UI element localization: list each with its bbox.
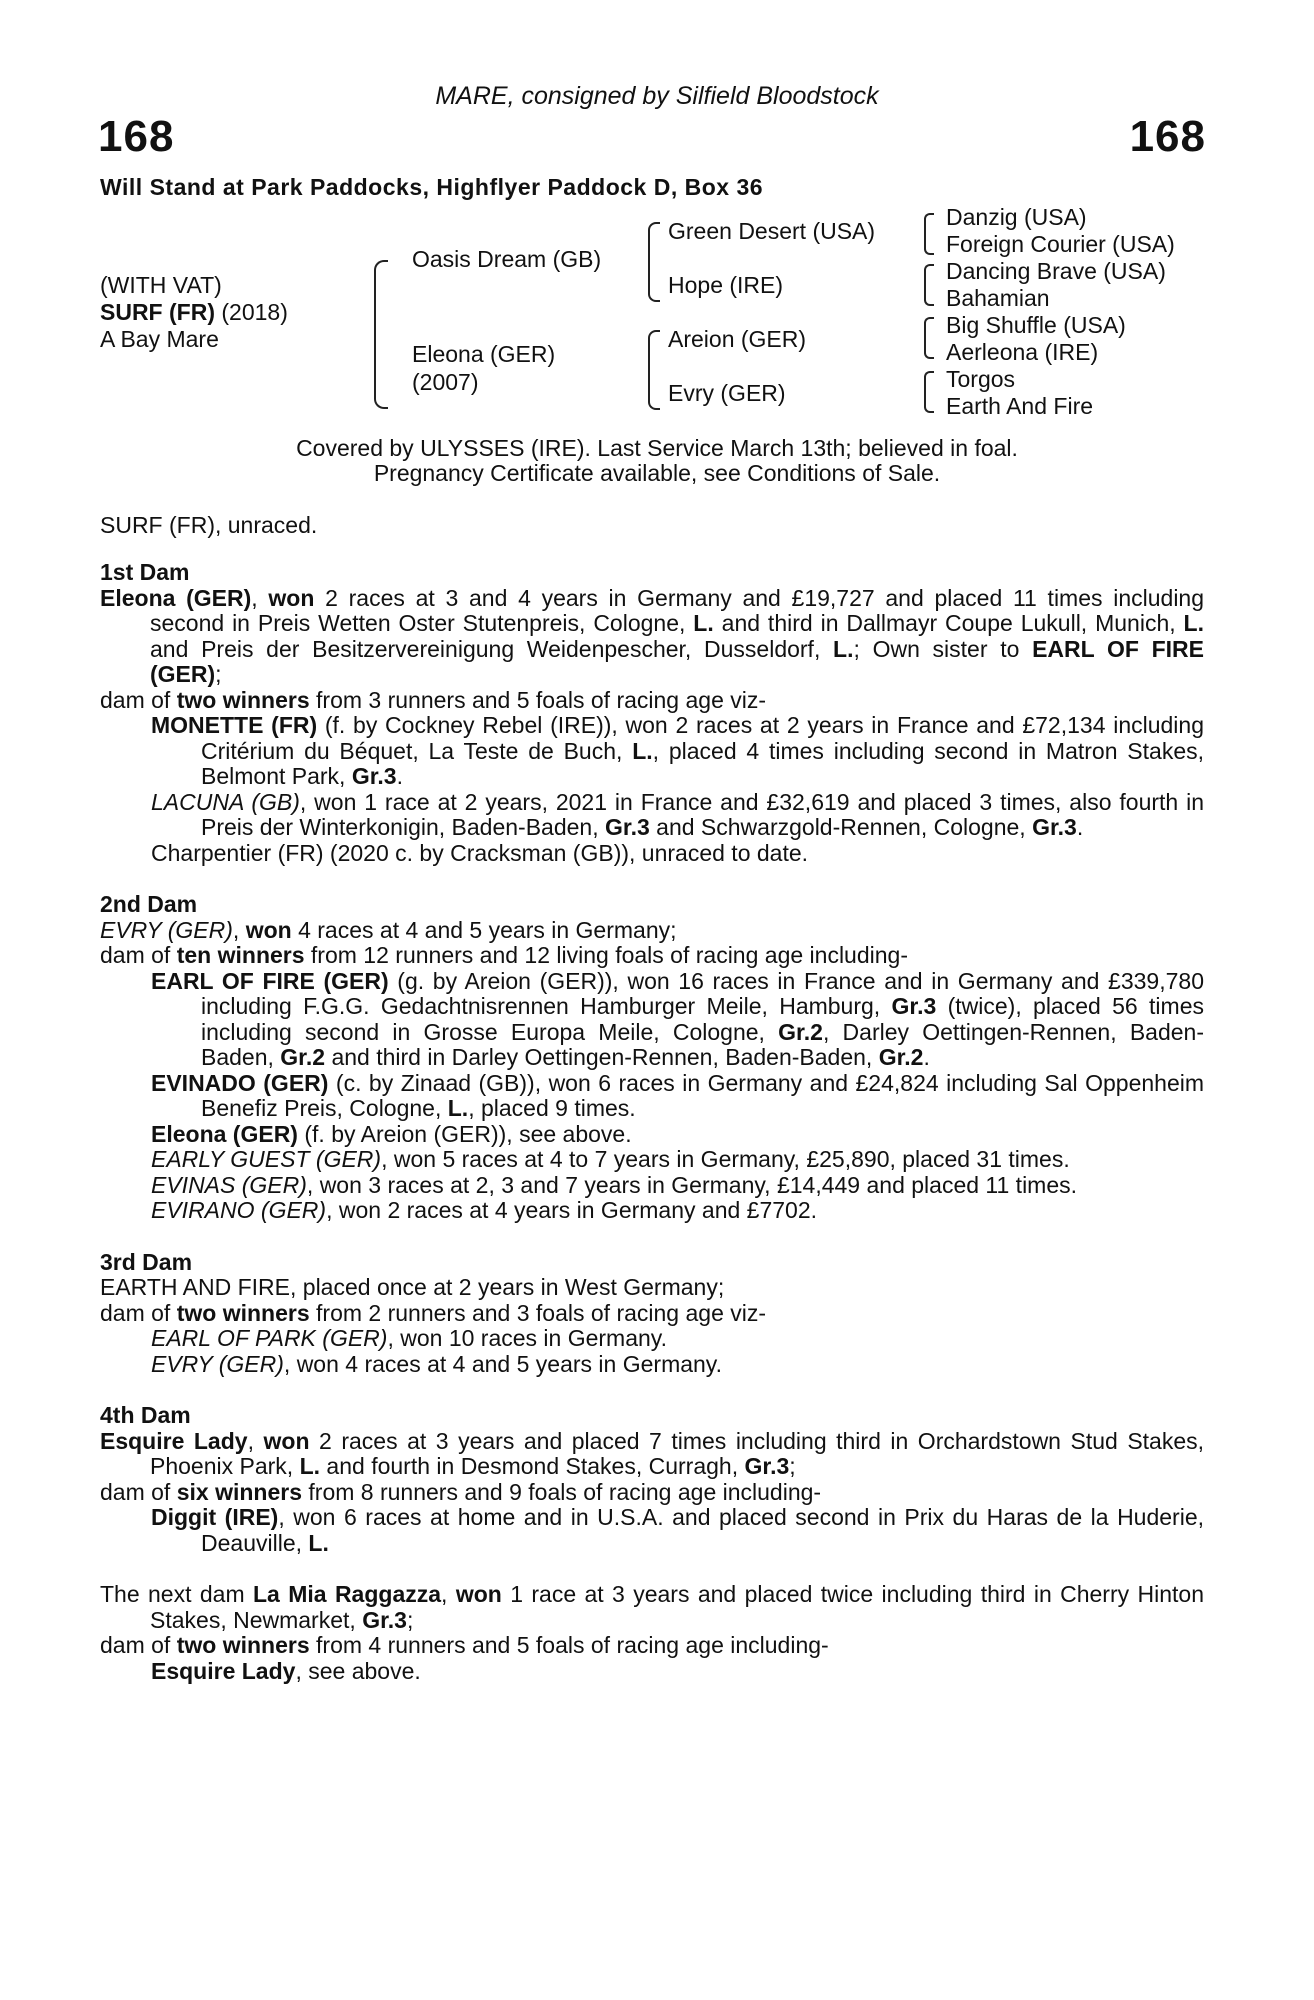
produce-text: (f. by Cockney Rebel (IRE)), won 2 races at 2 years in France and £72,134 including Critérium du Béquet, La Teste de Buch, xyxy=(201,712,1204,764)
dam2-won: won xyxy=(245,916,292,943)
dam-of-text: from 4 runners and 5 foals of racing age including- xyxy=(309,1632,829,1658)
dam-of-text: from 3 runners and 5 foals of racing age viz- xyxy=(309,686,767,713)
dam-of-text: from 12 runners and 12 living foals of racing age including- xyxy=(304,942,908,968)
dam2-produce-6 xyxy=(100,1198,1204,1224)
produce-name: MONETTE (FR) xyxy=(151,712,318,738)
produce-text: (g. by Areion (GER)), won 16 races in France and in Germany and £339,780 including F.G.G. Gedachtnisrennen Hamburger Meile, Hamburg, xyxy=(201,967,1204,1019)
lot-number-left: 168 xyxy=(98,112,175,161)
pedigree-g3: Dancing Brave (USA) xyxy=(946,258,1166,284)
produce-text: , placed 9 times. xyxy=(468,1095,636,1121)
dam4-produce-1 xyxy=(100,1505,1204,1556)
dam2-produce-1 xyxy=(100,969,1204,1071)
standing-location: Will Stand at Park Paddocks, Highflyer Paddock D, Box 36 xyxy=(100,174,764,200)
catalogue-body xyxy=(100,560,1204,1684)
produce-name: Diggit (IRE) xyxy=(151,1504,279,1530)
pedigree-g6: Aerleona (IRE) xyxy=(946,339,1099,365)
horse-name: SURF (FR) xyxy=(100,299,215,325)
produce-text: . xyxy=(1076,814,1084,840)
produce-text: , placed 4 times including second in Matron Stakes, Belmont Park, xyxy=(201,737,1205,789)
dam4-produce-summary xyxy=(100,1480,1204,1506)
pedigree-sire-sire: Green Desert (USA) xyxy=(668,218,876,244)
dam4-winners: six winners xyxy=(176,1478,302,1505)
produce-text: , Darley Oettingen-Rennen, Baden-Baden, xyxy=(201,1018,1204,1070)
horse-description: A Bay Mare xyxy=(100,326,219,352)
pedigree-sire: Oasis Dream (GB) xyxy=(412,246,602,272)
produce-text: . xyxy=(923,1044,930,1070)
produce-text: , won 3 races at 2, 3 and 7 years in Germany, £14,449 and placed 11 times. xyxy=(306,1171,1078,1198)
produce-text: , won 1 race at 2 years, 2021 in France and £32,619 and placed 3 times, also fourth in Preis der Winterkonigin, Baden-Baden, xyxy=(201,788,1204,840)
dam2-text: 4 races at 4 and 5 years in Germany; xyxy=(291,916,677,943)
listed-mark: L. xyxy=(632,737,653,764)
pedigree-brace-g2 xyxy=(924,264,934,306)
dam2-record: EVRY (GER), won 4 races at 4 and 5 years in Germany; xyxy=(100,916,677,943)
dam1-record: Eleona (GER), won 2 races at 3 and 4 years in Germany and £19,727 and placed 11 times including second in Preis Wetten Oster Stutenpreis, Cologne, L. and third in Dallmayr Coupe Lukull, Munich, L. and Preis der Besitzervereinigung Weidenpescher, Dusseldorf, L.; Own sister to EARL OF FIRE (GER); xyxy=(100,584,1205,687)
produce-name: EVRY (GER) xyxy=(151,1350,284,1377)
pedigree-brace-g4 xyxy=(924,371,934,413)
produce-name: EVINADO (GER) xyxy=(151,1069,329,1096)
produce-name: Eleona (GER) xyxy=(151,1120,298,1147)
dam1-text: and third in Dallmayr Coupe Lukull, Munich, xyxy=(713,610,1184,636)
pedigree-brace-main xyxy=(374,260,388,409)
dam1-winners: two winners xyxy=(176,686,310,713)
nextdam-record: The next dam La Mia Raggazza, won 1 race at 3 years and placed twice including third in Cherry Hinton Stakes, Newmarket, Gr.3; xyxy=(100,1581,1204,1633)
nextdam-winners: two winners xyxy=(176,1632,310,1658)
produce-name: Esquire Lady xyxy=(151,1657,296,1684)
dam1-text: ; Own sister to xyxy=(853,635,1033,662)
nextdam-produce-1 xyxy=(100,1659,1204,1685)
produce-name: LACUNA (GB) xyxy=(151,788,300,815)
dam1-heading: 1st Dam xyxy=(100,559,190,585)
dam2-winners: ten winners xyxy=(176,942,305,968)
pedigree-sire-dam: Hope (IRE) xyxy=(668,272,784,298)
lot-number-right: 168 xyxy=(1129,112,1206,161)
pedigree-g2: Foreign Courier (USA) xyxy=(946,231,1175,257)
produce-text: , won 6 races at home and in U.S.A. and placed second in Prix du Haras de la Huderie, Deauville, xyxy=(201,1504,1205,1556)
dam2-produce-4 xyxy=(100,1147,1204,1173)
dam4-won: won xyxy=(263,1427,310,1454)
dam1-produce-3: Charpentier (FR) (2020 c. by Cracksman (GB)), unraced to date. xyxy=(151,839,809,866)
dam1-won: won xyxy=(268,584,315,611)
dam3-record: EARTH AND FIRE, placed once at 2 years in West Germany; xyxy=(100,1274,725,1300)
listed-mark: L. xyxy=(1183,610,1204,636)
produce-name: EVINAS (GER) xyxy=(151,1171,307,1198)
dam1-text: 2 races at 3 and 4 years in Germany and £19,727 and placed 11 times including second in Preis Wetten Oster Stutenpreis, Cologne, xyxy=(150,584,1205,636)
produce-text: (c. by Zinaad (GB)), won 6 races in Germany and £24,824 including Sal Oppenheim Benefiz Preis, Cologne, xyxy=(201,1069,1205,1121)
group3-mark: Gr.3 xyxy=(605,814,650,840)
produce-name: EVIRANO (GER) xyxy=(151,1197,327,1223)
horse-title xyxy=(100,299,288,326)
listed-mark: L. xyxy=(299,1453,321,1479)
dam-of-text: dam of xyxy=(100,1478,177,1505)
dam3-heading: 3rd Dam xyxy=(100,1248,193,1275)
produce-text: (f. by Areion (GER)), see above. xyxy=(297,1120,632,1147)
dam4-name: Esquire Lady xyxy=(100,1427,248,1454)
consignment-line: MARE, consigned by Silfield Bloodstock xyxy=(435,82,879,110)
produce-text: , won 10 races in Germany. xyxy=(387,1325,667,1351)
dam-of-text: dam of xyxy=(100,942,177,968)
dam2-produce-3 xyxy=(100,1122,1204,1148)
pedigree-brace-g1 xyxy=(924,213,934,255)
group2-mark: Gr.2 xyxy=(778,1018,823,1045)
produce-text: . xyxy=(396,763,403,789)
pedigree-dam-year: (2007) xyxy=(412,369,479,395)
dam2-produce-2 xyxy=(100,1071,1204,1122)
produce-text: and Schwarzgold-Rennen, Cologne, xyxy=(649,814,1033,840)
covered-note xyxy=(0,436,1314,486)
dam4-record: Esquire Lady, won 2 races at 3 years and placed 7 times including third in Orchardstown Stud Stakes, Phoenix Park, L. and fourth in Desmond Stakes, Curragh, Gr.3; xyxy=(100,1427,1205,1479)
dam-of-text: dam of xyxy=(100,1299,177,1326)
dam2-name: EVRY (GER) xyxy=(100,916,233,943)
dam1-text: ; xyxy=(215,661,222,687)
pedigree-dam-name: Eleona (GER) xyxy=(412,341,556,367)
dam3-produce-2 xyxy=(100,1352,1204,1378)
nextdam-text: The next dam xyxy=(100,1581,253,1607)
group3-mark: Gr.3 xyxy=(891,993,937,1019)
dam1-text: and Preis der Besitzervereinigung Weidenpescher, Dusseldorf, xyxy=(150,635,834,662)
produce-text: , won 4 races at 4 and 5 years in Germany. xyxy=(283,1350,722,1377)
dam4-text: 2 races at 3 years and placed 7 times including third in Orchardstown Stud Stakes, Phoenix Park, xyxy=(150,1427,1205,1479)
listed-mark: L. xyxy=(693,610,714,636)
produce-text: and third in Darley Oettingen-Rennen, Baden-Baden, xyxy=(325,1044,879,1070)
pedigree-g4: Bahamian xyxy=(946,285,1050,311)
produce-name: EARLY GUEST (GER) xyxy=(151,1146,382,1172)
nextdam-produce-summary xyxy=(100,1633,1204,1659)
dam2-produce-summary xyxy=(100,943,1204,969)
dam4-heading: 4th Dam xyxy=(100,1402,191,1428)
dam1-produce-summary xyxy=(100,688,1204,714)
produce-name: EARL OF FIRE (GER) xyxy=(151,967,389,994)
pedigree-dam-sire: Areion (GER) xyxy=(668,326,807,352)
pedigree-g1: Danzig (USA) xyxy=(946,204,1087,230)
pedigree-g5: Big Shuffle (USA) xyxy=(946,312,1126,338)
dam-of-text: from 8 runners and 9 foals of racing age including- xyxy=(302,1478,822,1505)
dam4-text: and fourth in Desmond Stakes, Curragh, xyxy=(320,1453,745,1479)
horse-year: (2018) xyxy=(221,299,288,325)
listed-mark: L. xyxy=(447,1095,469,1121)
vat-note: (WITH VAT) xyxy=(100,272,222,298)
dam3-produce-1 xyxy=(100,1326,1204,1352)
dam3-produce-summary xyxy=(100,1301,1204,1327)
pedigree-brace-dam xyxy=(648,330,660,410)
dam1-sister: EARL OF FIRE (GER) xyxy=(150,635,1204,687)
nextdam-text: 1 race at 3 years and placed twice including third in Cherry Hinton Stakes, Newmarket, xyxy=(150,1581,1204,1633)
dam3-winners: two winners xyxy=(176,1299,310,1326)
nextdam-text: ; xyxy=(406,1606,414,1633)
dam4-text: ; xyxy=(789,1453,796,1479)
pedigree-brace-sire xyxy=(648,222,660,302)
listed-mark: L. xyxy=(833,635,854,662)
group3-mark: Gr.3 xyxy=(362,1606,407,1633)
group2-mark: Gr.2 xyxy=(878,1044,924,1070)
group3-mark: Gr.3 xyxy=(1032,814,1077,840)
produce-text: (twice), placed 56 times including second in Grosse Europa Meile, Cologne, xyxy=(201,993,1204,1045)
dam-of-text: dam of xyxy=(100,1632,177,1658)
produce-text: , see above. xyxy=(295,1657,421,1684)
dam2-produce-5 xyxy=(100,1173,1204,1199)
listed-mark: L. xyxy=(308,1529,329,1556)
produce-text: , won 5 races at 4 to 7 years in Germany, £25,890, placed 31 times. xyxy=(381,1146,1070,1172)
nextdam-won: won xyxy=(455,1581,502,1607)
covered-line-2: Pregnancy Certificate available, see Conditions of Sale. xyxy=(373,460,941,486)
dam-of-text: from 2 runners and 3 foals of racing age viz- xyxy=(309,1299,767,1326)
group2-mark: Gr.2 xyxy=(280,1044,326,1070)
produce-name: EARL OF PARK (GER) xyxy=(151,1325,388,1351)
nextdam-name: La Mia Raggazza xyxy=(253,1581,442,1607)
pedigree-dam-dam: Evry (GER) xyxy=(668,380,786,406)
dam2-heading: 2nd Dam xyxy=(100,891,198,917)
group3-mark: Gr.3 xyxy=(351,763,397,789)
race-record: SURF (FR), unraced. xyxy=(100,512,318,538)
dam1-name: Eleona (GER) xyxy=(100,584,252,611)
dam1-produce-1 xyxy=(100,713,1204,790)
dam1-produce-2 xyxy=(100,790,1204,841)
produce-text: , won 2 races at 4 years in Germany and £7702. xyxy=(326,1197,818,1223)
covered-line-1: Covered by ULYSSES (IRE). Last Service March 13th; believed in foal. xyxy=(296,435,1018,461)
pedigree-brace-g3 xyxy=(924,317,934,359)
pedigree-g7: Torgos xyxy=(946,366,1016,392)
pedigree-g8: Earth And Fire xyxy=(946,393,1094,419)
group3-mark: Gr.3 xyxy=(744,1453,790,1479)
dam-of-text: dam of xyxy=(100,686,177,713)
